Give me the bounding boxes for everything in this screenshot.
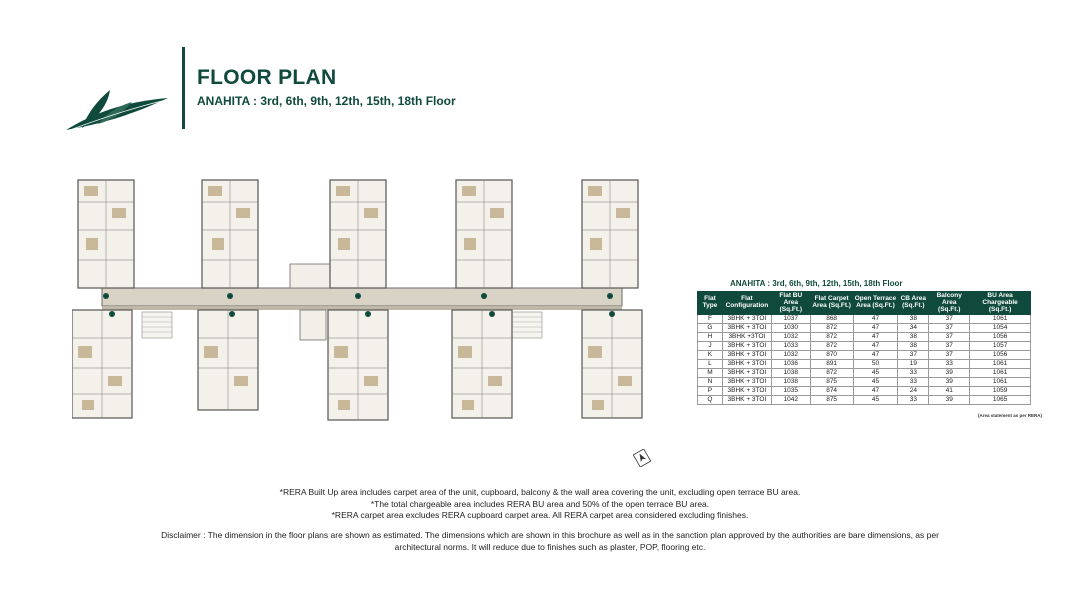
note-line: *RERA Built Up area includes carpet area of the unit, cupboard, balcony & the wall area covering the unit, excluding open terrace BU area. (279, 487, 801, 497)
cell: 24 (898, 387, 929, 396)
cell: 19 (898, 360, 929, 369)
cell: 33 (898, 378, 929, 387)
cell: 37 (929, 351, 970, 360)
table-row (698, 315, 1031, 324)
cell: 37 (929, 342, 970, 351)
page-subtitle: ANAHITA : 3rd, 6th, 9th, 12th, 15th, 18th Floor (197, 94, 456, 108)
floor-plan-drawing (72, 172, 650, 434)
cell: 39 (929, 396, 970, 405)
cell: 1056 (970, 351, 1031, 360)
col-bu-area-chargeable: BU Area Chargeable (Sq.Ft.) (970, 292, 1031, 315)
cell: 875 (810, 396, 853, 405)
cell: 47 (853, 351, 898, 360)
header-divider (182, 47, 185, 129)
cell: 1032 (771, 333, 810, 342)
cell: 1059 (970, 387, 1031, 396)
cell: 1061 (970, 369, 1031, 378)
table-footnote: (Area statement as per RERA) (978, 413, 1043, 418)
cell: 3BHK + 3TOI (722, 315, 771, 324)
table-row (698, 333, 1031, 342)
cell: 50 (853, 360, 898, 369)
cell: 874 (810, 387, 853, 396)
cell: F (698, 315, 723, 324)
cell: H (698, 333, 723, 342)
cell: 1054 (970, 324, 1031, 333)
cell: 45 (853, 396, 898, 405)
table-row (698, 324, 1031, 333)
cell: N (698, 378, 723, 387)
col-flat-type: Flat Type (698, 292, 723, 315)
col-flat-configuration: Flat Configuration (722, 292, 771, 315)
page-title: FLOOR PLAN (197, 66, 337, 89)
table-row (698, 369, 1031, 378)
rera-notes (0, 487, 1080, 522)
cell: 47 (853, 333, 898, 342)
table-header-row (698, 292, 1031, 315)
cell: G (698, 324, 723, 333)
col-cb-area: CB Area (Sq.Ft.) (898, 292, 929, 315)
cell: 38 (898, 315, 929, 324)
table-caption: ANAHITA : 3rd, 6th, 9th, 12th, 15th, 18th Floor (730, 279, 903, 288)
cell: 38 (898, 333, 929, 342)
table-row (698, 378, 1031, 387)
cell: 1037 (771, 315, 810, 324)
cell: 891 (810, 360, 853, 369)
cell: 3BHK + 3TOI (722, 351, 771, 360)
cell: 3BHK + 3TOI (722, 378, 771, 387)
cell: 3BHK + 3TOI (722, 387, 771, 396)
cell: Q (698, 396, 723, 405)
cell: M (698, 369, 723, 378)
cell: 3BHK + 3TOI (722, 360, 771, 369)
cell: K (698, 351, 723, 360)
cell: 872 (810, 369, 853, 378)
col-open-terrace-area: Open Terrace Area (Sq.Ft.) (853, 292, 898, 315)
cell: 34 (898, 324, 929, 333)
area-statement-table (697, 291, 1031, 405)
cell: 41 (929, 387, 970, 396)
cell: P (698, 387, 723, 396)
cell: 1065 (970, 396, 1031, 405)
cell: 33 (898, 369, 929, 378)
cell: 1057 (970, 342, 1031, 351)
leaf-logo-icon (62, 84, 172, 134)
cell: 872 (810, 342, 853, 351)
cell: 3BHK + 3TOI (722, 342, 771, 351)
cell: 872 (810, 324, 853, 333)
cell: 3BHK + 3TOI (722, 369, 771, 378)
cell: 37 (929, 324, 970, 333)
cell: 1035 (771, 387, 810, 396)
cell: 1056 (970, 333, 1031, 342)
cell: 1032 (771, 351, 810, 360)
cell: 3BHK +3TOI (722, 333, 771, 342)
cell: 45 (853, 378, 898, 387)
note-line: *RERA carpet area excludes RERA cupboard carpet area. All RERA carpet area considered excluding finishes. (331, 510, 749, 520)
cell: 3BHK + 3TOI (722, 324, 771, 333)
cell: 37 (929, 333, 970, 342)
cell: 3BHK + 3TOI (722, 396, 771, 405)
col-flat-carpet-area: Flat Carpet Area (Sq.Ft.) (810, 292, 853, 315)
cell: 1033 (771, 342, 810, 351)
cell: 45 (853, 369, 898, 378)
cell: 47 (853, 324, 898, 333)
note-line: *The total chargeable area includes RERA BU area and 50% of the open terrace BU area. (370, 498, 710, 509)
cell: 1038 (771, 369, 810, 378)
cell: 33 (929, 360, 970, 369)
col-balcony-area: Balcony Area (Sq.Ft.) (929, 292, 970, 315)
north-arrow-icon (633, 449, 651, 467)
col-flat-bu-area: Flat BU Area (Sq.Ft.) (771, 292, 810, 315)
disclaimer-text: Disclaimer : The dimension in the floor plans are shown as estimated. The dimensions which are shown in this brochure as well as in the sanction plan approved by the authorities are bare dimensions, as per architectural norms. It will reduce due to finishes such as plaster, POP, flooring etc. (161, 530, 939, 552)
cell: 1036 (771, 360, 810, 369)
cell: 47 (853, 315, 898, 324)
table-row (698, 360, 1031, 369)
cell: 872 (810, 333, 853, 342)
cell: 875 (810, 378, 853, 387)
cell: 33 (898, 396, 929, 405)
cell: 37 (929, 315, 970, 324)
table-row (698, 342, 1031, 351)
cell: 1030 (771, 324, 810, 333)
table-row (698, 396, 1031, 405)
cell: 47 (853, 342, 898, 351)
cell: L (698, 360, 723, 369)
cell: 868 (810, 315, 853, 324)
cell: 37 (898, 351, 929, 360)
cell: 1042 (771, 396, 810, 405)
cell: 38 (898, 342, 929, 351)
cell: 870 (810, 351, 853, 360)
cell: J (698, 342, 723, 351)
table-row (698, 351, 1031, 360)
cell: 47 (853, 387, 898, 396)
cell: 1038 (771, 378, 810, 387)
cell: 1061 (970, 360, 1031, 369)
cell: 39 (929, 369, 970, 378)
cell: 39 (929, 378, 970, 387)
cell: 1061 (970, 315, 1031, 324)
cell: 1061 (970, 378, 1031, 387)
table-row (698, 387, 1031, 396)
